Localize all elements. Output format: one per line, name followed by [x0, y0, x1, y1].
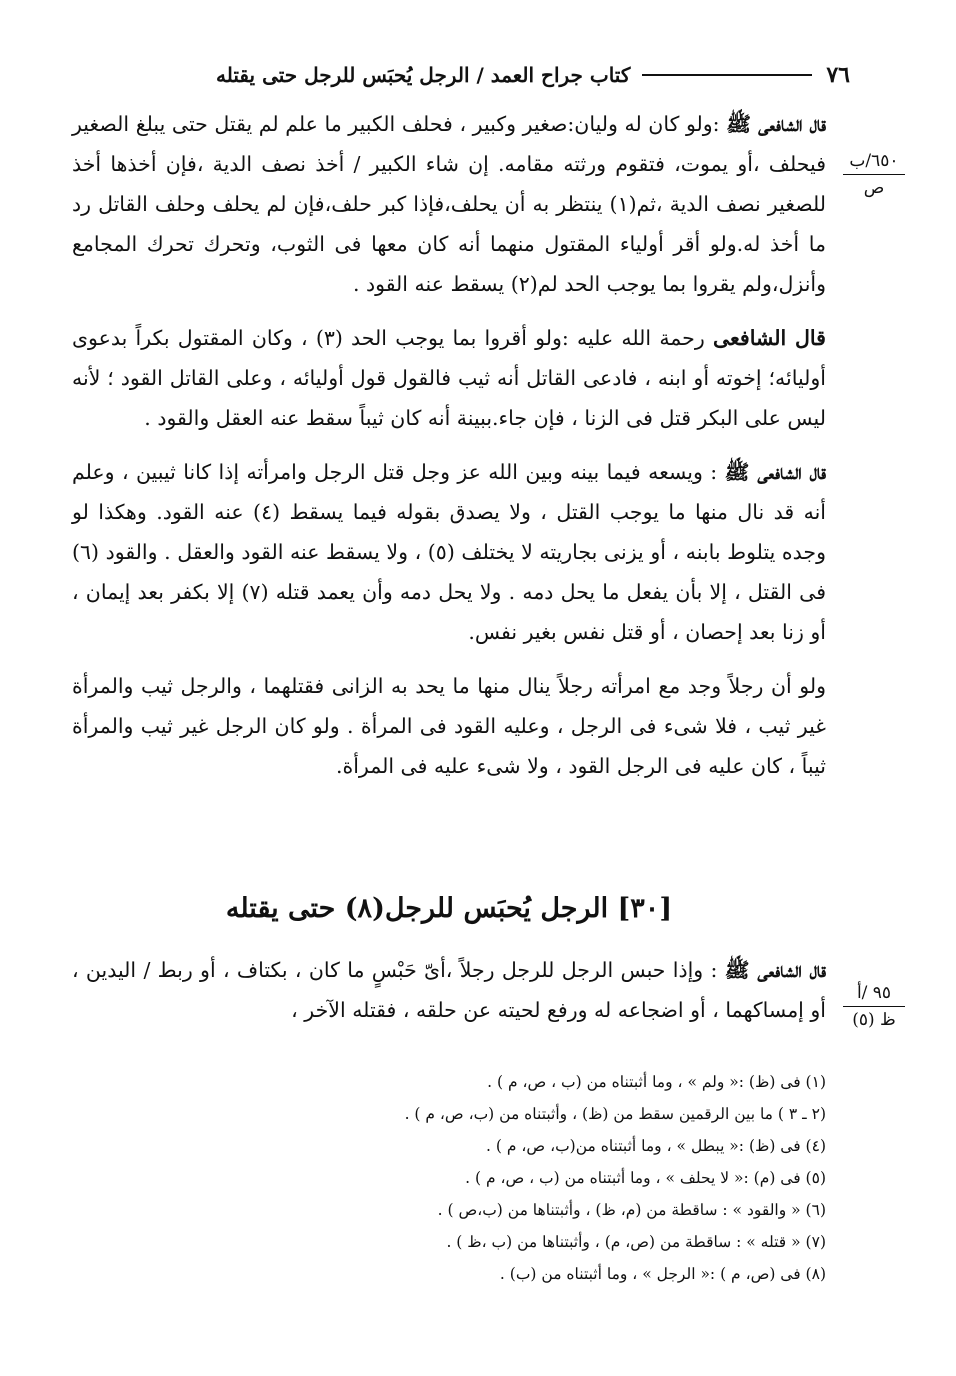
- footnotes: [120, 1066, 826, 1290]
- paragraph-4: [72, 666, 826, 786]
- paragraph-lead: قال الشافعى ﷺ: [724, 958, 826, 982]
- footnote: (٨) فى (ص، م ) :« الرجل » ، وما أثبتناه من (ب) .: [499, 1265, 826, 1283]
- footnote: (١) فى (ظ) :« ولم » ، وما أثبتناه من (ب ، ص، م ) .: [487, 1073, 826, 1091]
- paragraph-text: رحمة الله عليه :ولو أقروا بما يوجب الحد (٣) ، وكان المقتول بكراً بدعوى أوليائه؛ إخوته أو ابنه ، فادعى القاتل أنه ثيب فالقول قول أوليائه ، وعلى القاتل القود ؛ لأنه ليس على البكر قتل فى الزنا ، فإن جاء.ببينة أنه كان ثيباً سقط عنه العقل والقود .: [72, 326, 826, 430]
- paragraph-3: [72, 452, 826, 652]
- margin-folio-note-2: [834, 982, 914, 1031]
- running-title: كتاب جراح العمد / الرجل يُحبَس للرجل حتى يقتله: [216, 63, 631, 87]
- section-paragraph: [72, 950, 826, 1030]
- section-text: [72, 950, 826, 1030]
- footnote: (٢ ـ ٣ ) ما بين الرقمين سقط من (ظ) ، وأثبتناه من (ب، ص، م ) .: [404, 1105, 826, 1123]
- paragraph-text: : ويسعه فيما بينه وبين الله عز وجل قتل الرجل وامرأته إذا كانا ثيبين ، وعلم أنه قد نال منها ما يوجب القتل ، ولا يصدق بقوله فيما يسقط (٤) عنه القود. وهكذا لو وجده يتلوط بابنه ، أو يزنى بجاريته لا يختلف (٥) ، ولا يسقط عنه القود والعقل . والقود (٦) فى القتل ، إلا بأن يفعل ما يحل دمه . ولا يحل دمه وأن يعمد قتله (٧) إلا بكفر بعد إيمان ، أو زنا بعد إحصان ، أو قتل نفس بغير نفس.: [72, 460, 827, 644]
- paragraph-1: [72, 104, 826, 304]
- footnote: (٥) فى (م) :« لا يحلف » ، وما أثبتناه من (ب ، ص، م ) .: [465, 1169, 826, 1187]
- footnote: (٤) فى (ظ) :« يبطل » ، وما أثبتناه من(ب، ص، م ) .: [486, 1137, 826, 1155]
- paragraph-text: : وإذا حبس الرجل للرجل رجلاً ،أىّ حَبْسٍ ما كان ، بكتاف ، أو ربط / اليدين ، أو إمساكهما ، أو اضجاعه له ورفع لحيته عن حلقه ، فقتله الآخر ،: [72, 958, 826, 1022]
- margin-note-manuscript: ظ (٥): [852, 1010, 896, 1030]
- running-header: [70, 60, 850, 90]
- main-text: [72, 104, 826, 786]
- margin-note-folio: ٦٥٠/ب: [849, 151, 899, 171]
- paragraph-lead: قال الشافعى: [712, 326, 826, 350]
- margin-note-rule: [843, 1006, 905, 1007]
- section-heading: [٣٠] الرجل يُحبَس للرجل(٨) حتى يقتله: [225, 893, 673, 924]
- footnote: (٦) « والقود » : ساقطة من (م، ظ) ، وأثبتناها من (ب،ص ) .: [437, 1201, 826, 1219]
- margin-note-rule: [843, 174, 905, 175]
- paragraph-text: ولو أن رجلاً وجد مع امرأته رجلاً ينال منها ما يحد به الزانى فقتلهما ، والرجل ثيب والمرأة غير ثيب ، فلا شىء فى الرجل ، وعليه القود فى المرأة . ولو كان الرجل غير ثيب والمرأة ثيباً ، كان عليه فى الرجل القود ، ولا شىء عليه فى المرأة.: [72, 674, 826, 778]
- footnote: (٧) « قتله » : ساقطة من (ص، م) ، وأثبتناها من (ب ،ظ ) .: [446, 1233, 826, 1251]
- page-number: ٧٦: [826, 62, 850, 88]
- margin-folio-note-1: [834, 150, 914, 199]
- margin-note-folio: ٩٥ /أ: [856, 983, 892, 1003]
- paragraph-text: :ولو كان له وليان:صغير وكبير ، فحلف الكبير ما علم لم يقتل حتى يبلغ الصغير فيحلف ،أو يموت، فتقوم ورثته مقامه. إن شاء الكبير / أخذ نصف الدية ،فإن أخذها أخذ للصغير نصف الدية ،ثم(١) ينتظر به أن يحلف،فإذا كبر حلف،فإن لم يحلف وحلف القاتل رد ما أخذ له.ولو أقر أولياء المقتول منهما أنه كان معها فى الثوب، وتحرك تحرك المجامع وأنزل،ولم يقروا بما يوجب الحد لم(٢) يسقط عنه القود .: [72, 112, 826, 296]
- paragraph-2: [72, 318, 826, 438]
- margin-note-manuscript: ص: [863, 178, 885, 198]
- paragraph-lead: قال الشافعى ﷺ: [726, 112, 826, 136]
- paragraph-lead: قال الشافعى ﷺ: [724, 460, 826, 484]
- header-rule: [642, 74, 812, 76]
